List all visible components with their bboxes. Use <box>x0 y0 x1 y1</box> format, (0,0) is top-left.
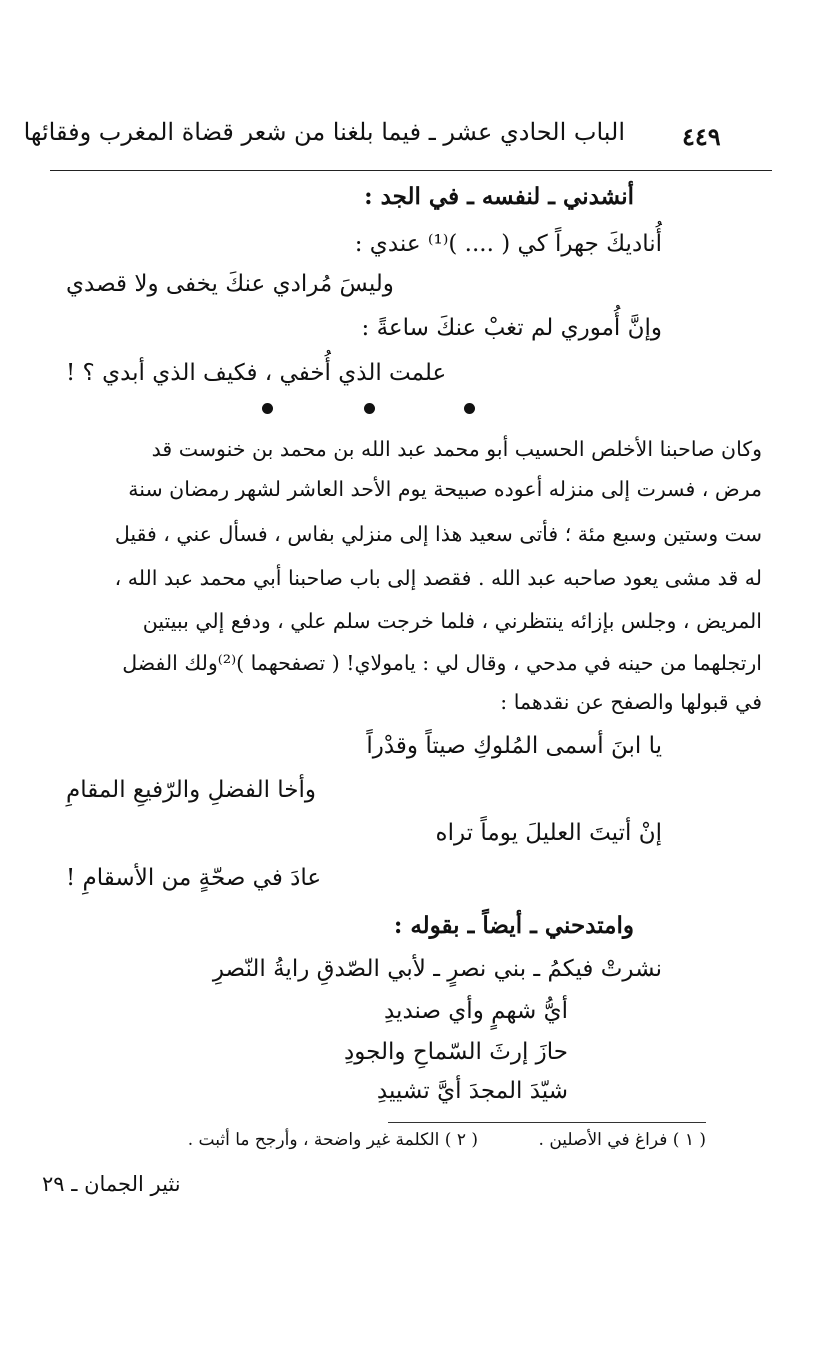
prose-line: وكان صاحبنا الأخلص الحسيب أبو محمد عبد الله بن محمد بن خنوست قد <box>151 437 762 461</box>
prose-line: ارتجلهما من حينه في مدحي ، وقال لي : يامولاي! ( تصفحهما )⁽²⁾ولك الفضل <box>122 651 762 675</box>
verse-line: أيُّ شهمٍ وأي صنديدِ <box>383 998 568 1024</box>
footnote-rule <box>388 1122 706 1123</box>
verse-line: وإنَّ أُموري لم تغبْ عنكَ ساعةً : <box>361 315 662 341</box>
prose-line: في قبولها والصفح عن نقدهما : <box>500 690 762 714</box>
verse-line: علمت الذي أُخفي ، فكيف الذي أبدي ؟ ! <box>66 360 447 386</box>
section-separator <box>0 398 820 418</box>
separator-dot <box>464 403 475 414</box>
verse-line: وليسَ مُرادي عنكَ يخفى ولا قصدي <box>66 271 394 297</box>
separator-dot <box>262 403 273 414</box>
verse-line: أُناديكَ جهراً كي ( .... )⁽¹⁾ عندي : <box>354 231 662 257</box>
verse-line: يا ابنَ أسمى المُلوكِ صيتاً وقدْراً <box>366 733 662 759</box>
footnote-1: ( ١ ) فراغ في الأصلين . <box>538 1130 706 1150</box>
page-number: ٤٤٩ <box>682 122 721 151</box>
verse-line: وأخا الفضلِ والرّفيعِ المقامِ <box>66 777 317 803</box>
prose-line: له قد مشى يعود صاحبه عبد الله . فقصد إلى باب صاحبنا أبي محمد عبد الله ، <box>114 566 762 590</box>
section3-heading: وامتدحني ـ أيضاً ـ بقوله : <box>393 912 634 939</box>
chapter-title: الباب الحادي عشر ـ فيما بلغنا من شعر قضاة المغرب وفقائها <box>23 118 625 146</box>
verse-line: حازَ إرثَ السّماحِ والجودِ <box>344 1039 568 1065</box>
prose-line: المريض ، وجلس بإزائه ينتظرني ، فلما خرجت سلم علي ، ودفع إلي ببيتين <box>142 609 762 633</box>
verse-line: نشرتْ فيكمُ ـ بني نصرٍ ـ لأبي الصّدقِ رايةُ النّصرِ <box>212 956 662 982</box>
header-rule <box>50 170 772 171</box>
verse-line: شيّدَ المجدَ أيَّ تشييدِ <box>376 1078 568 1104</box>
separator-dot <box>364 403 375 414</box>
footnote-2: ( ٢ ) الكلمة غير واضحة ، وأرجح ما أثبت . <box>187 1130 478 1150</box>
verse-line: إنْ أتيتَ العليلَ يوماً تراه <box>435 820 662 846</box>
verse-line: عادَ في صحّةٍ من الأسقامِ ! <box>66 865 322 891</box>
section1-heading: أنشدني ـ لنفسه ـ في الجد : <box>364 183 634 210</box>
signature-mark: نثير الجمان ـ ٢٩ <box>42 1172 181 1196</box>
prose-line: مرض ، فسرت إلى منزله أعوده صبيحة يوم الأحد العاشر لشهر رمضان سنة <box>128 477 762 501</box>
prose-line: ست وستين وسبع مئة ؛ فأتى سعيد هذا إلى منزلي بفاس ، فسأل عني ، فقيل <box>114 522 762 546</box>
